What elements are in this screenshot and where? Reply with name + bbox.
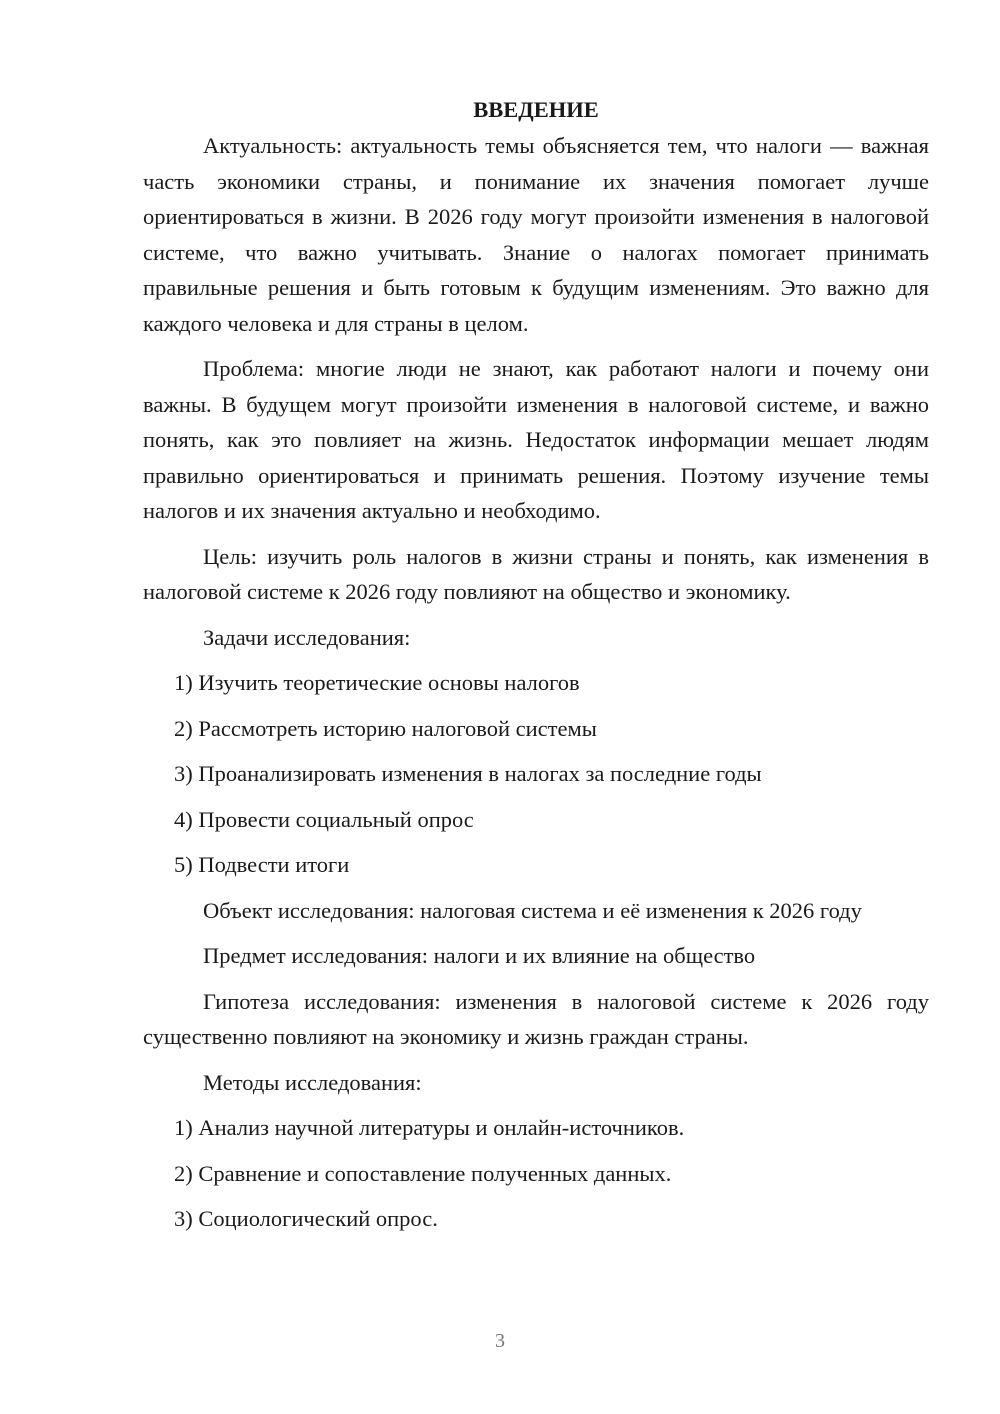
list-item: 1) Изучить теоретические основы налогов (174, 670, 580, 695)
document-page (143, 92, 929, 1247)
tasks-heading: Задачи исследования: (203, 624, 411, 650)
list-item: 1) Анализ научной литературы и онлайн-источников. (174, 1115, 685, 1140)
tasks-list (143, 665, 929, 883)
methods-list (143, 1110, 929, 1237)
list-item: 3) Проанализировать изменения в налогах за последние годы (174, 761, 762, 786)
page-number: 3 (495, 1330, 505, 1352)
research-hypothesis: Гипотеза исследования: изменения в налоговой системе к 2026 году существенно повлияют на экономику и жизнь граждан страны. (143, 988, 929, 1049)
research-object: Объект исследования: налоговая система и её изменения к 2026 году (203, 897, 862, 923)
list-item: 2) Сравнение и сопоставление полученных данных. (174, 1160, 672, 1186)
list-item: 3) Социологический опрос. (174, 1206, 438, 1231)
list-item: 2) Рассмотреть историю налоговой системы (174, 715, 597, 741)
paragraph-problem: Проблема: многие люди не знают, как работают налоги и почему они важны. В будущем могут произойти изменения в налоговой системе, и важно понять, как это повлияет на жизнь. Недостаток информации мешает людям правильно ориентироваться и принимать решения. Поэтому изучение темы налогов и их значения актуально и необходимо. (143, 356, 929, 523)
paragraph-relevance: Актуальность: актуальность темы объясняется тем, что налоги — важная часть экономики страны, и понимание их значения помогает лучше ориентироваться в жизни. В 2026 году могут произойти изменения в налоговой системе, что важно учитывать. Знание о налогах помогает принимать правильные решения и быть готовым к будущим изменениям. Это важно для каждого человека и для страны в целом. (143, 133, 929, 336)
methods-heading: Методы исследования: (203, 1069, 422, 1095)
document-title: ВВЕДЕНИЕ (473, 97, 599, 122)
list-item: 5) Подвести итоги (174, 852, 350, 877)
research-subject: Предмет исследования: налоги и их влияние на общество (203, 943, 756, 968)
list-item: 4) Провести социальный опрос (174, 806, 474, 832)
paragraph-goal: Цель: изучить роль налогов в жизни страны и понять, как изменения в налоговой системе к 2026 году повлияют на общество и экономику. (143, 543, 929, 604)
